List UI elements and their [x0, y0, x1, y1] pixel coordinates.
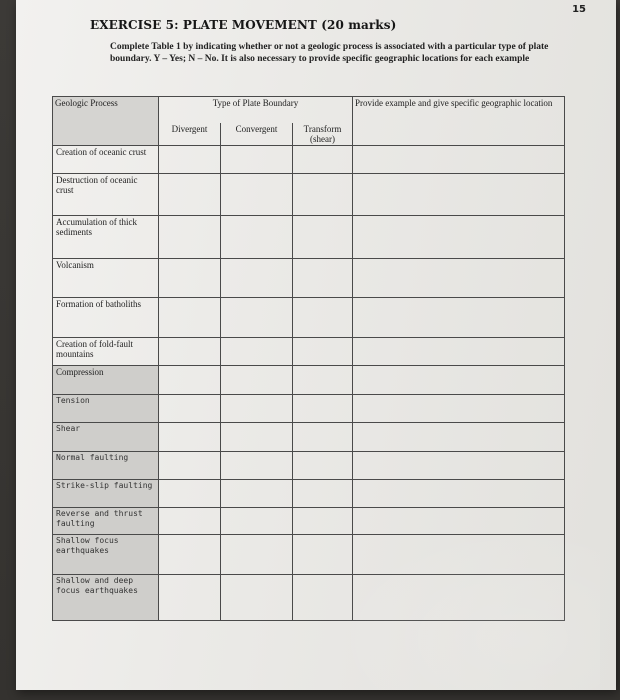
divergent-cell[interactable] — [159, 259, 221, 298]
table-row — [53, 338, 565, 366]
convergent-cell[interactable] — [221, 173, 293, 216]
divergent-cell[interactable] — [159, 479, 221, 507]
transform-cell[interactable] — [293, 297, 353, 338]
header-geologic-process: Geologic Process — [53, 97, 159, 146]
process-cell: Shear — [53, 423, 159, 451]
convergent-cell[interactable] — [221, 451, 293, 479]
process-cell: Strike-slip faulting — [53, 479, 159, 507]
process-cell: Destruction of oceanic crust — [53, 173, 159, 216]
divergent-cell[interactable] — [159, 423, 221, 451]
transform-cell[interactable] — [293, 423, 353, 451]
convergent-cell[interactable] — [221, 534, 293, 575]
transform-cell[interactable] — [293, 216, 353, 259]
process-cell: Tension — [53, 394, 159, 422]
divergent-cell[interactable] — [159, 508, 221, 534]
example-cell[interactable] — [353, 173, 565, 216]
convergent-cell[interactable] — [221, 259, 293, 298]
example-cell[interactable] — [353, 575, 565, 621]
process-cell: Volcanism — [53, 259, 159, 298]
process-cell: Compression — [53, 366, 159, 394]
header-divergent: Divergent — [159, 123, 221, 146]
transform-cell[interactable] — [293, 534, 353, 575]
convergent-cell[interactable] — [221, 366, 293, 394]
process-cell: Accumulation of thick sediments — [53, 216, 159, 259]
header-plate-boundary-type: Type of Plate Boundary — [159, 97, 353, 123]
table-row — [53, 575, 565, 621]
example-cell[interactable] — [353, 259, 565, 298]
example-cell[interactable] — [353, 338, 565, 366]
transform-cell[interactable] — [293, 145, 353, 173]
transform-cell[interactable] — [293, 479, 353, 507]
process-cell: Normal faulting — [53, 451, 159, 479]
transform-cell[interactable] — [293, 575, 353, 621]
convergent-cell[interactable] — [221, 216, 293, 259]
divergent-cell[interactable] — [159, 366, 221, 394]
example-cell[interactable] — [353, 145, 565, 173]
table-row — [53, 216, 565, 259]
process-cell: Shallow and deep focus earthquakes — [53, 575, 159, 621]
divergent-cell[interactable] — [159, 575, 221, 621]
divergent-cell[interactable] — [159, 173, 221, 216]
table-row — [53, 479, 565, 507]
transform-cell[interactable] — [293, 451, 353, 479]
convergent-cell[interactable] — [221, 145, 293, 173]
table-row — [53, 366, 565, 394]
transform-cell[interactable] — [293, 338, 353, 366]
convergent-cell[interactable] — [221, 423, 293, 451]
table-row — [53, 534, 565, 575]
exercise-title: EXERCISE 5: PLATE MOVEMENT (20 marks) — [90, 18, 397, 32]
header-transform: Transform (shear) — [293, 123, 353, 146]
convergent-cell[interactable] — [221, 479, 293, 507]
divergent-cell[interactable] — [159, 394, 221, 422]
process-cell: Formation of batholiths — [53, 297, 159, 338]
table-row — [53, 394, 565, 422]
header-example-location: Provide example and give specific geographic location — [353, 97, 565, 146]
table-row — [53, 297, 565, 338]
convergent-cell[interactable] — [221, 338, 293, 366]
table-row — [53, 451, 565, 479]
process-cell: Creation of fold-fault mountains — [53, 338, 159, 366]
transform-cell[interactable] — [293, 259, 353, 298]
plate-boundary-table — [52, 96, 564, 621]
page-number: 15 — [572, 4, 586, 15]
transform-cell[interactable] — [293, 394, 353, 422]
convergent-cell[interactable] — [221, 394, 293, 422]
example-cell[interactable] — [353, 423, 565, 451]
convergent-cell[interactable] — [221, 575, 293, 621]
divergent-cell[interactable] — [159, 451, 221, 479]
process-cell: Shallow focus earthquakes — [53, 534, 159, 575]
divergent-cell[interactable] — [159, 297, 221, 338]
process-cell: Creation of oceanic crust — [53, 145, 159, 173]
example-cell[interactable] — [353, 534, 565, 575]
table-row — [53, 259, 565, 298]
divergent-cell[interactable] — [159, 338, 221, 366]
process-cell: Reverse and thrust faulting — [53, 508, 159, 534]
instructions-text: Complete Table 1 by indicating whether or not a geologic process is associated with a particular type of plate boundary. Y – Yes; N – No. It is also necessary to provide specific geographic locations for each example — [110, 42, 549, 64]
table-row — [53, 423, 565, 451]
example-cell[interactable] — [353, 297, 565, 338]
example-cell[interactable] — [353, 479, 565, 507]
table-row — [53, 173, 565, 216]
convergent-cell[interactable] — [221, 508, 293, 534]
divergent-cell[interactable] — [159, 216, 221, 259]
table-row — [53, 145, 565, 173]
example-cell[interactable] — [353, 451, 565, 479]
header-convergent: Convergent — [221, 123, 293, 146]
divergent-cell[interactable] — [159, 145, 221, 173]
convergent-cell[interactable] — [221, 297, 293, 338]
table-row — [53, 508, 565, 534]
example-cell[interactable] — [353, 366, 565, 394]
example-cell[interactable] — [353, 394, 565, 422]
divergent-cell[interactable] — [159, 534, 221, 575]
transform-cell[interactable] — [293, 366, 353, 394]
example-cell[interactable] — [353, 508, 565, 534]
transform-cell[interactable] — [293, 173, 353, 216]
example-cell[interactable] — [353, 216, 565, 259]
transform-cell[interactable] — [293, 508, 353, 534]
